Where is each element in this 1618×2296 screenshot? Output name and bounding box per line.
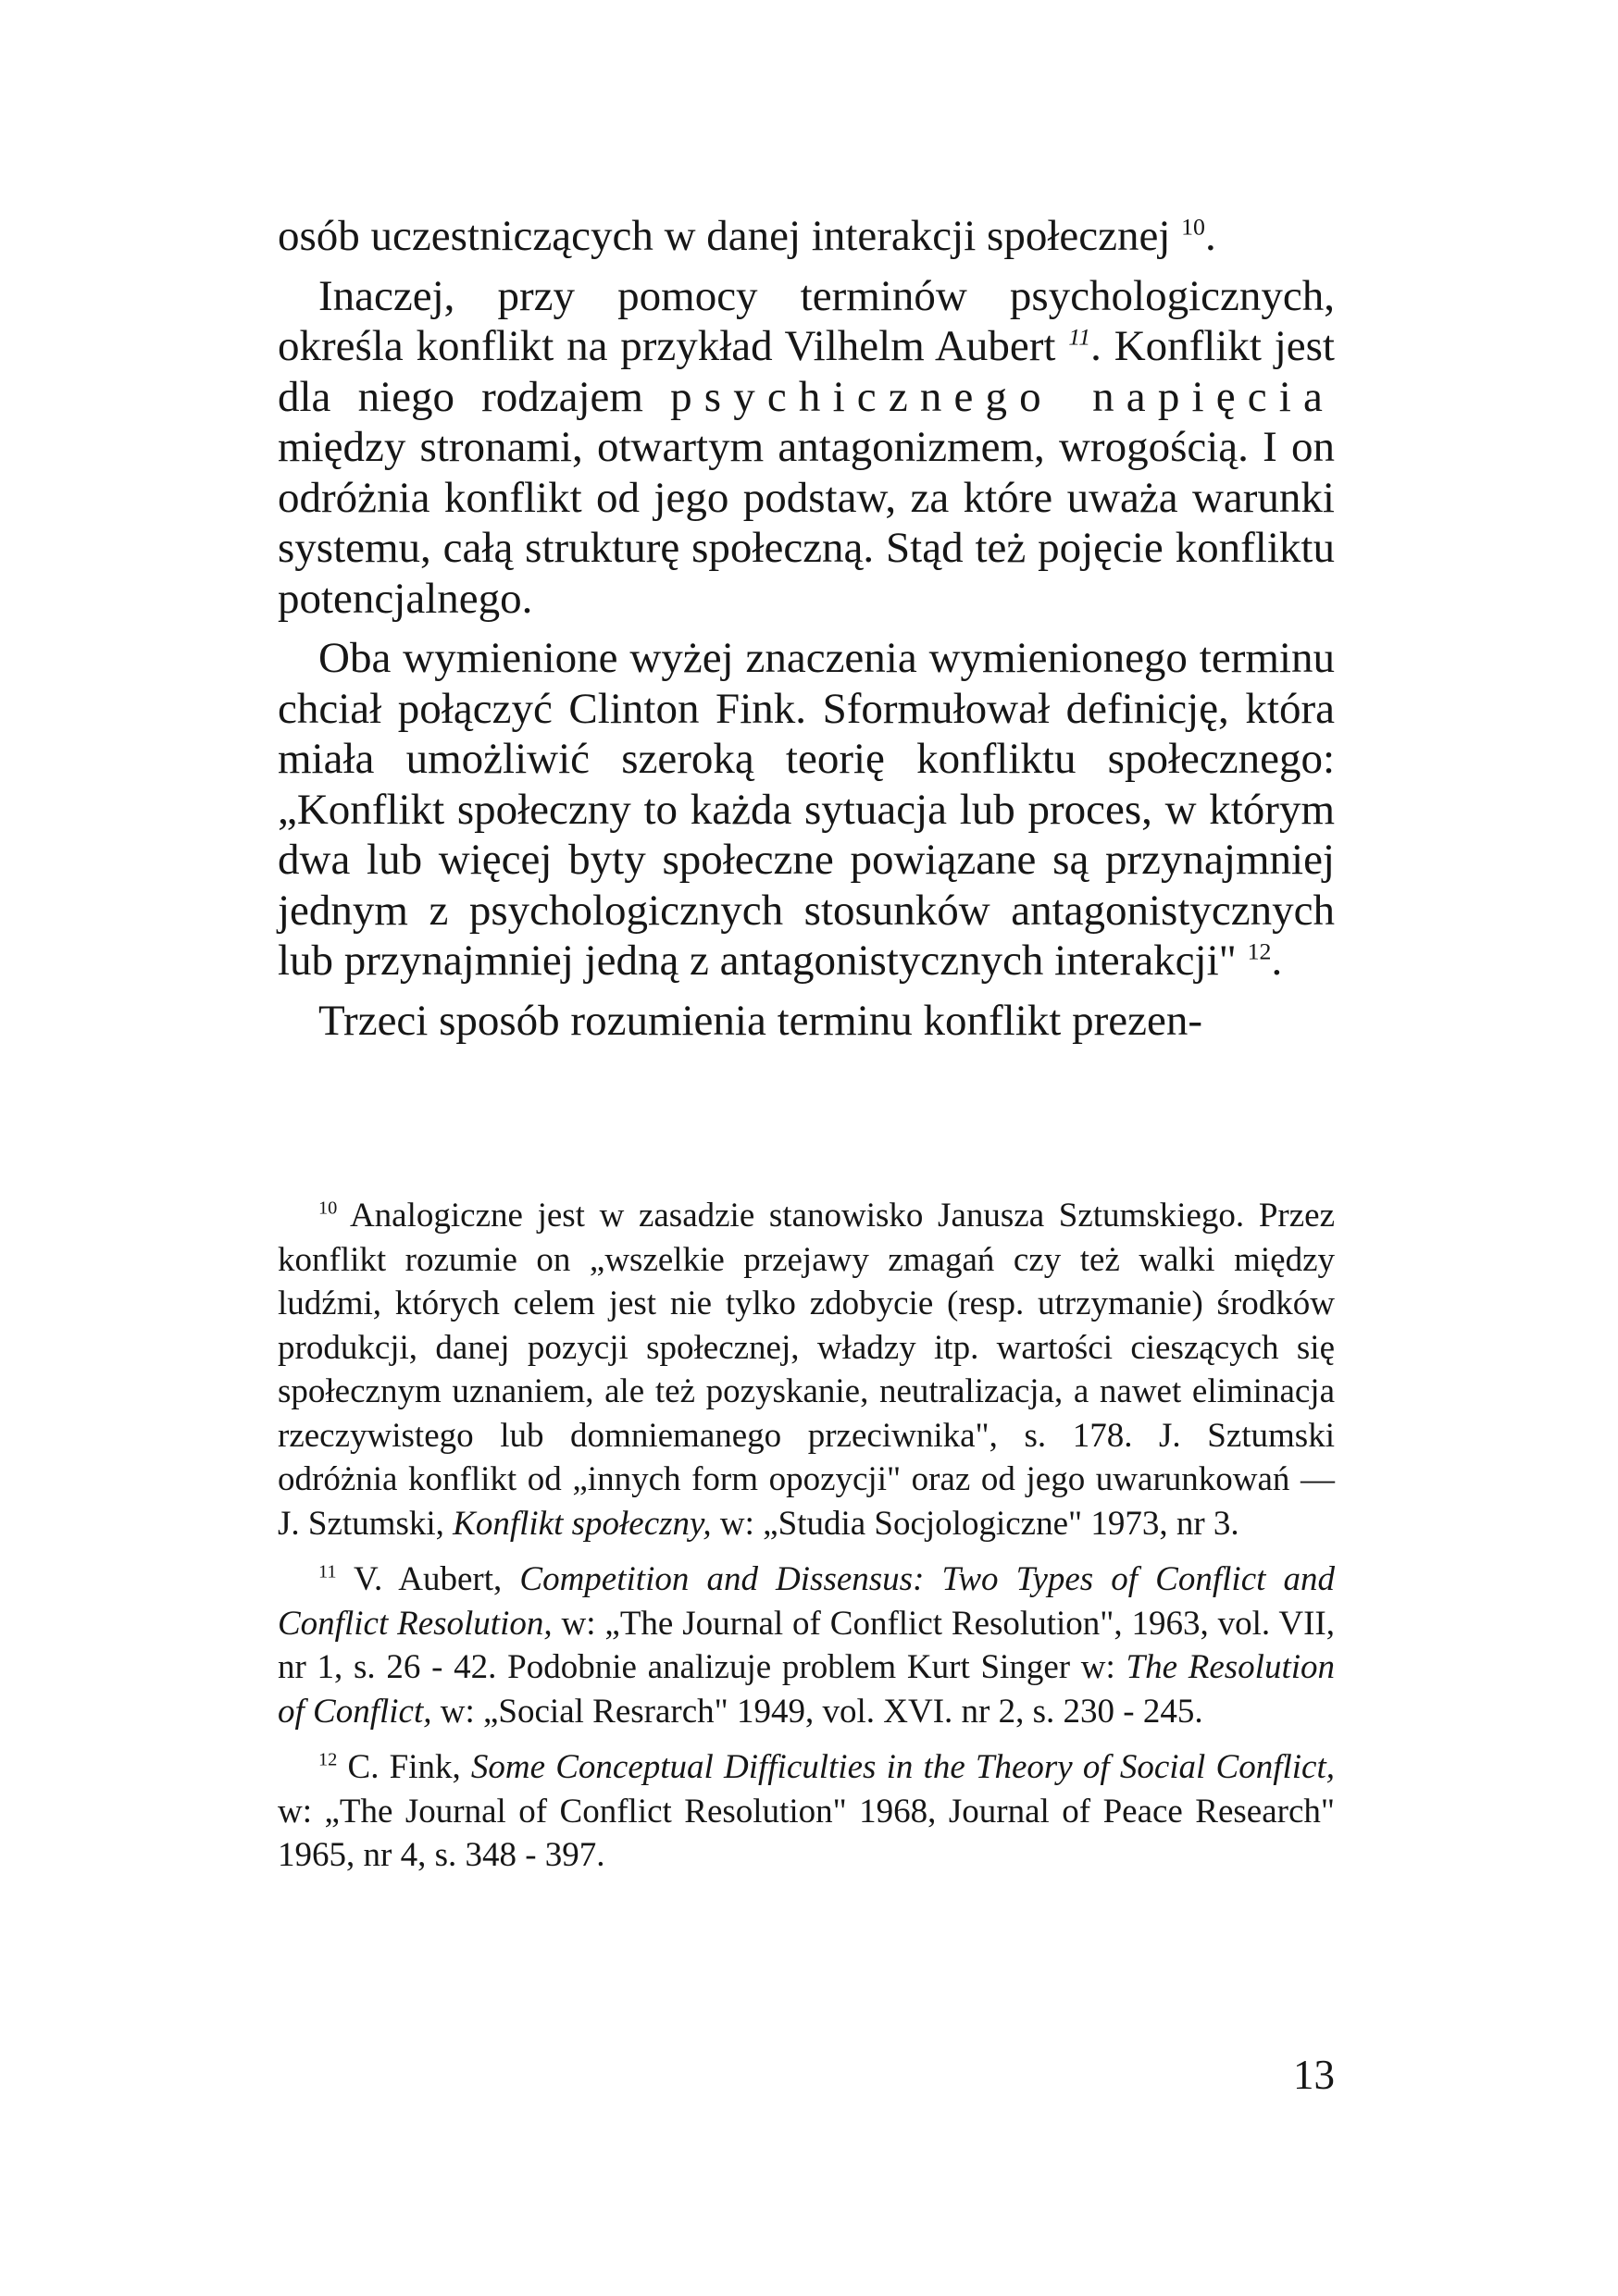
text-run: . Konflikt jest dla niego rodzajem (278, 322, 1335, 421)
text-run: . (1271, 937, 1283, 985)
paragraph (278, 996, 1335, 1047)
footnote-ref: 10 (318, 1198, 338, 1219)
footnotes (278, 1194, 1335, 1890)
footnote-ref: 11 (1068, 323, 1091, 351)
footnote-ref: 12 (318, 1749, 338, 1770)
text-run: między stronami, otwartym antagonizmem, wrogością. I on odróżnia konflikt od jego podstaw, za które uważa warunki systemu, całą strukturę społeczną. Stąd też pojęcie konfliktu potencjalnego. (278, 423, 1335, 623)
main-text (278, 211, 1335, 1046)
italic-text: The Resolution of Conflict, (278, 1648, 1336, 1731)
text-run: Inaczej, przy pomocy terminów psychologicznych, określa konflikt na przykład Vilhelm Aubert (278, 271, 1335, 370)
paragraph (278, 633, 1335, 987)
footnote-ref: 12 (1247, 937, 1272, 965)
paragraph (278, 211, 1335, 262)
paragraph (278, 271, 1335, 625)
text-run: w: „The Journal of Conflict Resolution", 1963, vol. VII, nr 1, s. 26 - 42. Podobnie analizuje problem Kurt Singer w: (278, 1604, 1335, 1686)
footnote (278, 1745, 1335, 1878)
text-run: Oba wymienione wyżej znaczenia wymienionego terminu chciał połączyć Clinton Fink. Sformułował definicję, która miała umożliwić szeroką teorię konfliktu społecznego: „Konflikt społeczny to każda sytuacja lub proces, w którym dwa lub więcej byty społeczne powiązane są przynajmniej jednym z psychologicznych stosunków antagonistycznych lub przynajmniej jedną z antagonistycznych interakcji" (278, 634, 1335, 985)
text-run: V. Aubert, (336, 1560, 520, 1598)
footnote (278, 1558, 1335, 1733)
page-number: 13 (1293, 2052, 1335, 2098)
footnote (278, 1194, 1335, 1545)
text-run: Trzeci sposób rozumienia terminu konflikt prezen- (318, 996, 1202, 1045)
italic-text: Some Conceptual Difficulties in the Theory of Social Conflict, (470, 1748, 1335, 1786)
footnote-ref: 11 (318, 1561, 337, 1582)
footnote-ref: 10 (1181, 213, 1205, 241)
text-run: w: „Studia Socjologiczne" 1973, nr 3. (711, 1504, 1239, 1543)
text-run: w: „Social Resrarch" 1949, vol. XVI. nr 2, s. 230 - 245. (431, 1692, 1203, 1731)
text-run: . (1204, 212, 1216, 260)
italic-text: Konflikt społeczny, (453, 1504, 712, 1543)
spaced-text: psychicznego napięcia (670, 372, 1335, 421)
italic-text: Competition and Dissensus: Two Types of Conflict and Conflict Resolution, (278, 1560, 1336, 1643)
text-run: Analogiczne jest w zasadzie stanowisko Janusza Sztumskiego. Przez konflikt rozumie on „wszelkie przejawy zmagań czy też walki między ludźmi, których celem jest nie tylko zdobycie (resp. utrzymanie) środków produkcji, danej pozycji społecznej, władzy itp. wartości cieszących się społecznym uznaniem, ale też pozyskanie, neutralizacja, a nawet eliminacja rzeczywistego lub domniemanego przeciwnika", s. 178. J. Sztumski odróżnia konflikt od „innych form opozycji" oraz od jego uwarunkowań — J. Sztumski, (278, 1197, 1335, 1543)
text-run: osób uczestniczących w danej interakcji społecznej (278, 212, 1182, 260)
text-run: w: „The Journal of Conflict Resolution" 1968, Journal of Peace Research" 1965, nr 4, s. 348 - 397. (278, 1792, 1335, 1874)
text-run: C. Fink, (337, 1748, 471, 1786)
